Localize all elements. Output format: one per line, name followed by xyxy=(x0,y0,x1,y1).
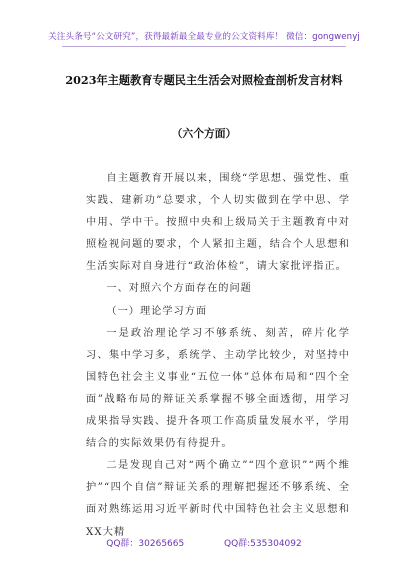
header-divider xyxy=(62,46,346,47)
point-two-paragraph: 二是发现自己对“两个确立”“四个意识”“两个维护”“四个自信”辩证关系的理解把握还不够系统、全面对熟练运用习近平新时代中国特色社会主义思想和XX大精 xyxy=(86,460,350,538)
intro-paragraph: 自主题教育开展以来，围绕“学思想、强党性、重实践、建新功”总要求，个人切实做到在学中思、学中用、学中干。按照中央和上级局关于主题教育中对照检视问题的要求，个人紧扣主题，结合个人思想和生活实际对自身进行“政治体检”，请大家批评指正。 xyxy=(86,173,350,273)
point-one-paragraph: 一是政治理论学习不够系统、刻苦，碎片化学习、集中学习多，系统学、主动学比较少，对坚持中国特色社会主义事业“五位一体”总体布局和“四个全面”战略布局的辩证关系掌握不够全面透彻，用学习成果指导实践、提升各项工作高质量发展水平，学用结合的实际效果仍有待提升。 xyxy=(86,327,350,450)
section-heading: 一、对照六个方面存在的问题 xyxy=(106,283,252,295)
footer-contact xyxy=(0,536,408,549)
footer-qq-right: QQ群:535304092 xyxy=(223,539,302,549)
footer-qq-left: QQ群：30265665 xyxy=(106,539,185,549)
header-promo-note: 关注头条号“公文研究”，获得最新最全最专业的公文资料库！ 微信：gongwenyj xyxy=(48,32,360,42)
document-title: 2023年主题教育专题民主生活会对照检查剖析发言材料 xyxy=(65,73,343,87)
subsection-heading: （一）理论学习方面 xyxy=(106,305,208,317)
document-subtitle: （六个方面） xyxy=(171,127,237,140)
document-body xyxy=(86,168,350,544)
